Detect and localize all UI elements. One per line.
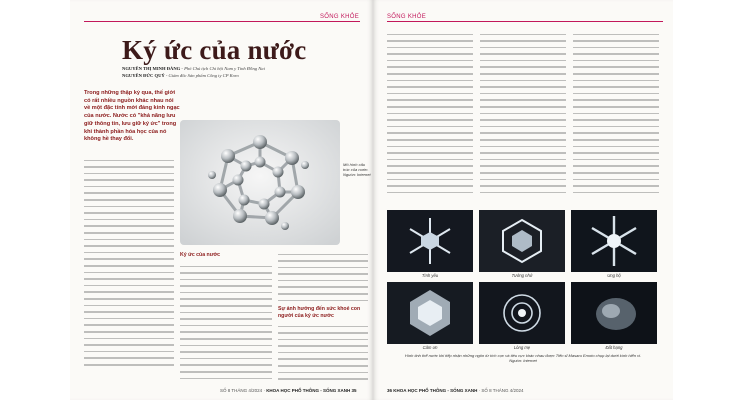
page-number: 36 xyxy=(387,388,393,393)
footer-issue: SỐ 8 THÁNG 4/2024 xyxy=(481,388,524,393)
page-number: 35 xyxy=(351,388,357,393)
snowflake-icon xyxy=(479,210,565,272)
crystal-photo-tuong-nho xyxy=(479,210,565,272)
section-tag: SỐNG KHỎE xyxy=(320,14,360,20)
page-footer-right: 36 KHOA HỌC PHỔ THÔNG - SỐNG XANH · SỐ 8 THÁNG 4/2024 xyxy=(387,388,524,393)
snowflake-icon xyxy=(571,210,657,272)
footer-magazine: KHOA HỌC PHỔ THÔNG - SỐNG XANH xyxy=(393,388,478,393)
footer-issue: SỐ 8 THÁNG 4/2024 xyxy=(220,388,263,393)
water-structure-photo xyxy=(180,120,340,245)
crystal-label: Tình yêu xyxy=(421,273,439,278)
footer-magazine: KHOA HỌC PHỔ THÔNG - SỐNG XANH xyxy=(266,388,351,393)
byline-1 xyxy=(122,66,265,71)
body-column-5 xyxy=(480,30,566,195)
body-column-3b xyxy=(278,322,368,381)
crystal-label: Tưởng nhớ xyxy=(511,273,533,278)
crystal-label: Cảm ơn xyxy=(422,345,438,350)
crystal-photo-cam-on xyxy=(387,282,473,344)
crystal-label: Lòng mẹ xyxy=(513,345,531,350)
photo-caption: Mô hình cấu trúc của nước. Nguồn: Internet xyxy=(343,162,371,178)
water-molecule-model-icon xyxy=(180,120,340,245)
right-page xyxy=(373,0,673,400)
crystal-photo-dat-hang xyxy=(571,282,657,344)
snowflake-icon xyxy=(387,210,473,272)
crystal-photo-grid xyxy=(387,210,657,350)
author-name: NGUYỄN THỊ MINH ĐẢNG xyxy=(122,66,181,71)
snowflake-icon xyxy=(387,282,473,344)
snowflake-icon xyxy=(571,282,657,344)
crystal-photo-tinh-yeu xyxy=(387,210,473,272)
crystal-photo-ung-ho xyxy=(571,210,657,272)
author-role: - Phó Chủ tịch Chi hội Nam y Tỉnh Đồng Nai xyxy=(181,66,265,71)
body-column-4 xyxy=(387,30,473,195)
section-tag: SỐNG KHỎE xyxy=(387,14,427,20)
lead-paragraph: Trong những thập kỷ qua, thế giới có rất nhiều nguồn khác nhau nói về một đặc tính mới đáng kinh ngạc của nước. Nước có "khả năng lưu giữ thông tin, lưu giữ ký ức" trong khi thành phần hóa học của nó không hề thay đổi. xyxy=(84,90,180,143)
section-rule xyxy=(387,21,663,22)
body-column-2 xyxy=(180,262,272,381)
subhead-suc-khoe: Sự ảnh hưởng đến sức khoẻ con người của ký ức nước xyxy=(278,306,361,319)
byline-2 xyxy=(122,73,239,78)
body-column-1 xyxy=(84,156,174,367)
author-role: - Giám đốc Sản phẩm Công ty CP Koro xyxy=(165,73,239,78)
crystal-label: Đất hạng xyxy=(605,345,623,350)
author-name: NGUYỄN ĐỨC QUÝ xyxy=(122,73,165,78)
article-title: Ký ức của nước xyxy=(122,35,307,65)
body-column-6 xyxy=(573,30,659,195)
figure-caption: Hình tinh thể nước khi tiếp nhận những ngôn từ tích cực và tiêu cực khác nhau được Tiến sĩ Masaru Emoto chụp lại dưới kính hiển vi. Nguồn: Internet xyxy=(404,353,642,364)
page-footer-left: SỐ 8 THÁNG 4/2024 · KHOA HỌC PHỔ THÔNG - SỐNG XANH 35 xyxy=(220,388,357,393)
section-rule xyxy=(84,21,360,22)
crystal-photo-long-me xyxy=(479,282,565,344)
crystal-label: Ung hộ xyxy=(607,273,621,278)
snowflake-icon xyxy=(479,282,565,344)
subhead-ky-uc: Ký ức của nước xyxy=(180,252,221,258)
body-column-3 xyxy=(278,250,368,303)
left-page xyxy=(70,0,373,400)
